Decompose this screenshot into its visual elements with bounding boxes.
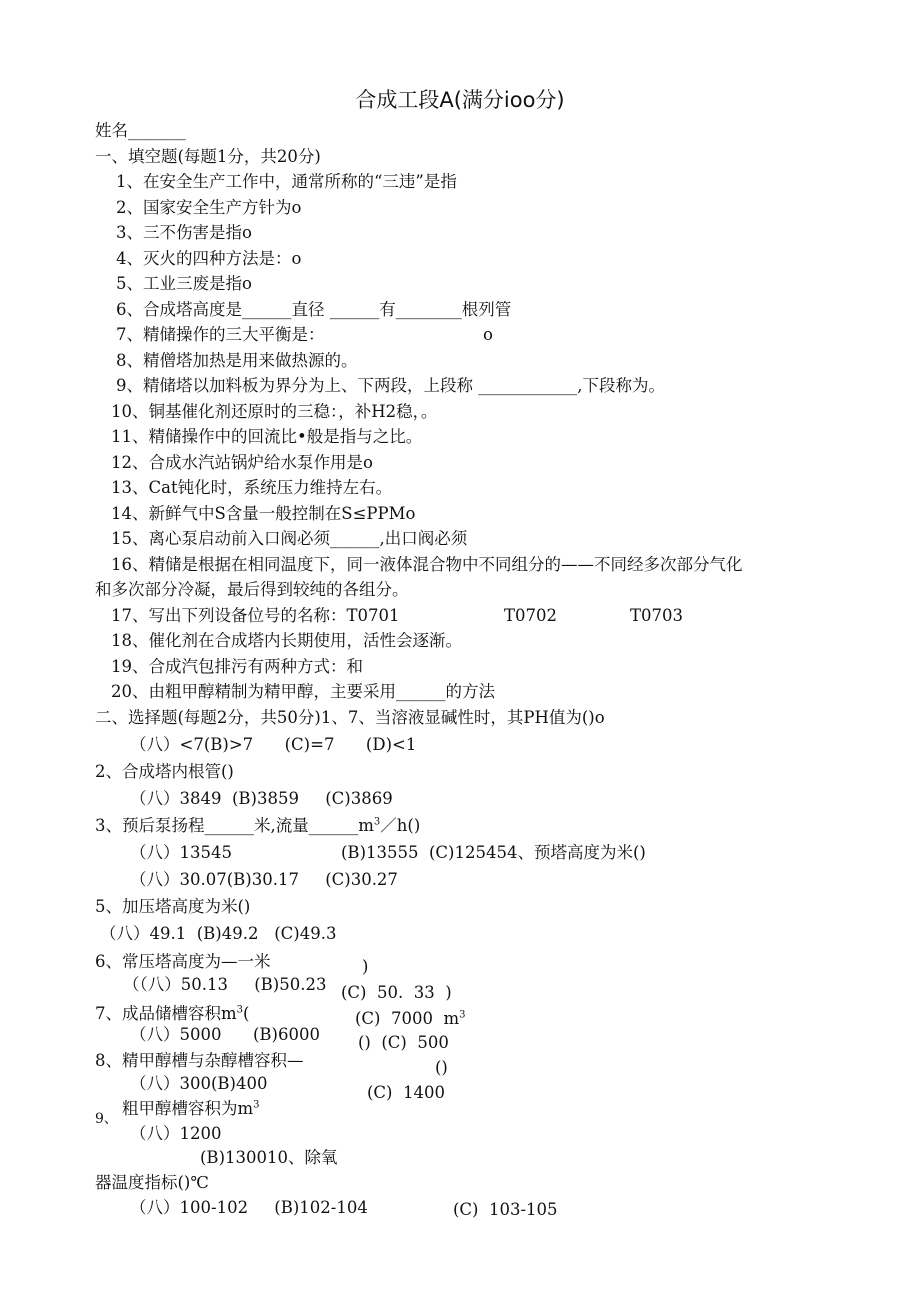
choice-2-question: 2、合成塔内根管() — [95, 762, 234, 781]
choice-9-option-a: （八）1200 — [130, 1124, 222, 1143]
choice-5-options: （八）49.1 (B)49.2 (C)49.3 — [100, 924, 337, 943]
fill-item-19: 19、合成汽包排污有两种方式：和 — [111, 657, 363, 676]
fill-item-11: 11、精储操作中的回流比•般是指与之比。 — [111, 427, 423, 446]
choice-8-paren: () — [435, 1058, 448, 1077]
fill-item-9: 9、精储塔以加料板为界分为上、下两段，上段称 ____________,下段称为。 — [116, 376, 665, 395]
fill-item-15: 15、离心泵启动前入口阀必须______,出口阀必须 — [111, 529, 468, 548]
fill-item-7-tail: o — [483, 325, 493, 344]
choice-6-paren: ) — [362, 957, 369, 976]
choice-8-option-c1400: (C) 1400 — [367, 1083, 445, 1102]
fill-item-17-t0702: T0702 — [504, 606, 557, 625]
fill-item-8: 8、精僧塔加热是用来做热源的。 — [116, 351, 358, 370]
choice-6-option-c: (C) 50. 33 ) — [341, 983, 452, 1002]
choice-10-question: 器温度指标()℃ — [95, 1173, 209, 1192]
fill-item-20: 20、由粗甲醇精制为精甲醇，主要采用______的方法 — [111, 682, 495, 701]
choice-7-question: 7、成品储槽容积$m^3$( — [95, 1004, 250, 1023]
choice-8-question: 8、精甲醇槽与杂醇槽容积— — [95, 1051, 304, 1070]
choice-9-option-b: (B)130010、除氧 — [200, 1148, 338, 1167]
fill-item-16-cont: 和多次部分冷凝，最后得到较纯的各组分。 — [95, 580, 409, 599]
choice-1-options: （八）<7(B)>7 (C)=7 (D)<1 — [130, 735, 417, 754]
choice-10-options: （八）100-102 (B)102-104 — [130, 1198, 368, 1217]
choice-7-option-c: (C) 7000 $m^3$ — [355, 1009, 466, 1028]
choice-3-question: 3、预后泵扬程______米,流量$\_\_\_\_\_\_m^3/h()$ — [95, 816, 421, 835]
choice-3-option-a: （八）13545 — [130, 843, 232, 862]
choice-3-options-rest: (B)13555 (C)125454、预塔高度为米() — [341, 843, 646, 862]
fill-item-5: 5、工业三废是指o — [116, 274, 252, 293]
fill-item-16: 16、精储是根据在相同温度下，同一液体混合物中不同组分的——不同经多次部分气化 — [111, 555, 743, 574]
choice-8-options: （八）300(B)400 — [130, 1074, 268, 1093]
page-title: 合成工段A(满分ioo分) — [355, 88, 565, 112]
fill-item-4: 4、灭火的四种方法是：o — [116, 249, 302, 268]
section1-heading: 一、填空题(每题1分，共20分) — [95, 147, 321, 166]
choice-8-option-c500: () (C) 500 — [358, 1033, 449, 1052]
fill-item-17: 17、写出下列设备位号的名称：T0701 — [111, 606, 400, 625]
fill-item-12: 12、合成水汽站锅炉给水泵作用是o — [111, 453, 373, 472]
fill-item-14: 14、新鲜气中S含量一般控制在S≤PPMo — [111, 504, 416, 523]
fill-item-18: 18、催化剂在合成塔内长期使用，活性会逐渐。 — [111, 631, 462, 650]
fill-item-17-t0703: T0703 — [630, 606, 683, 625]
choice-4-options: （八）30.07(B)30.17 (C)30.27 — [130, 870, 398, 889]
fill-item-10: 10、铜基催化剂还原时的三稳：，补H2稳，。 — [111, 402, 438, 421]
choice-2-options: （八）3849 (B)3859 (C)3869 — [130, 789, 393, 808]
choice-9-question: 粗甲醇槽容积为$m^3$ — [122, 1099, 260, 1118]
fill-item-13: 13、Cat钝化时，系统压力维持左右。 — [111, 478, 393, 497]
fill-item-7: 7、精储操作的三大平衡是： — [116, 325, 325, 344]
fill-item-1: 1、在安全生产工作中，通常所称的“三违”是指 — [116, 172, 457, 191]
choice-9-number: 9、 — [95, 1111, 118, 1127]
name-line: 姓名_______ — [95, 121, 186, 140]
choice-7-options: （八）5000 (B)6000 — [130, 1025, 320, 1044]
fill-item-2: 2、国家安全生产方针为o — [116, 198, 302, 217]
choice-10-option-c: (C) 103-105 — [453, 1200, 558, 1219]
choice-6-options: （（八）50.13 (B)50.23 — [123, 975, 327, 994]
choice-6-question: 6、常压塔高度为—一米 — [95, 952, 271, 971]
section2-heading: 二、选择题(每题2分，共50分)1、7、当溶液显碱性时，其PH值为()o — [95, 708, 605, 727]
choice-5-question: 5、加压塔高度为米() — [95, 897, 251, 916]
fill-item-6: 6、合成塔高度是______直径 ______有________根列管 — [116, 300, 512, 319]
fill-item-3: 3、三不伤害是指o — [116, 223, 252, 242]
